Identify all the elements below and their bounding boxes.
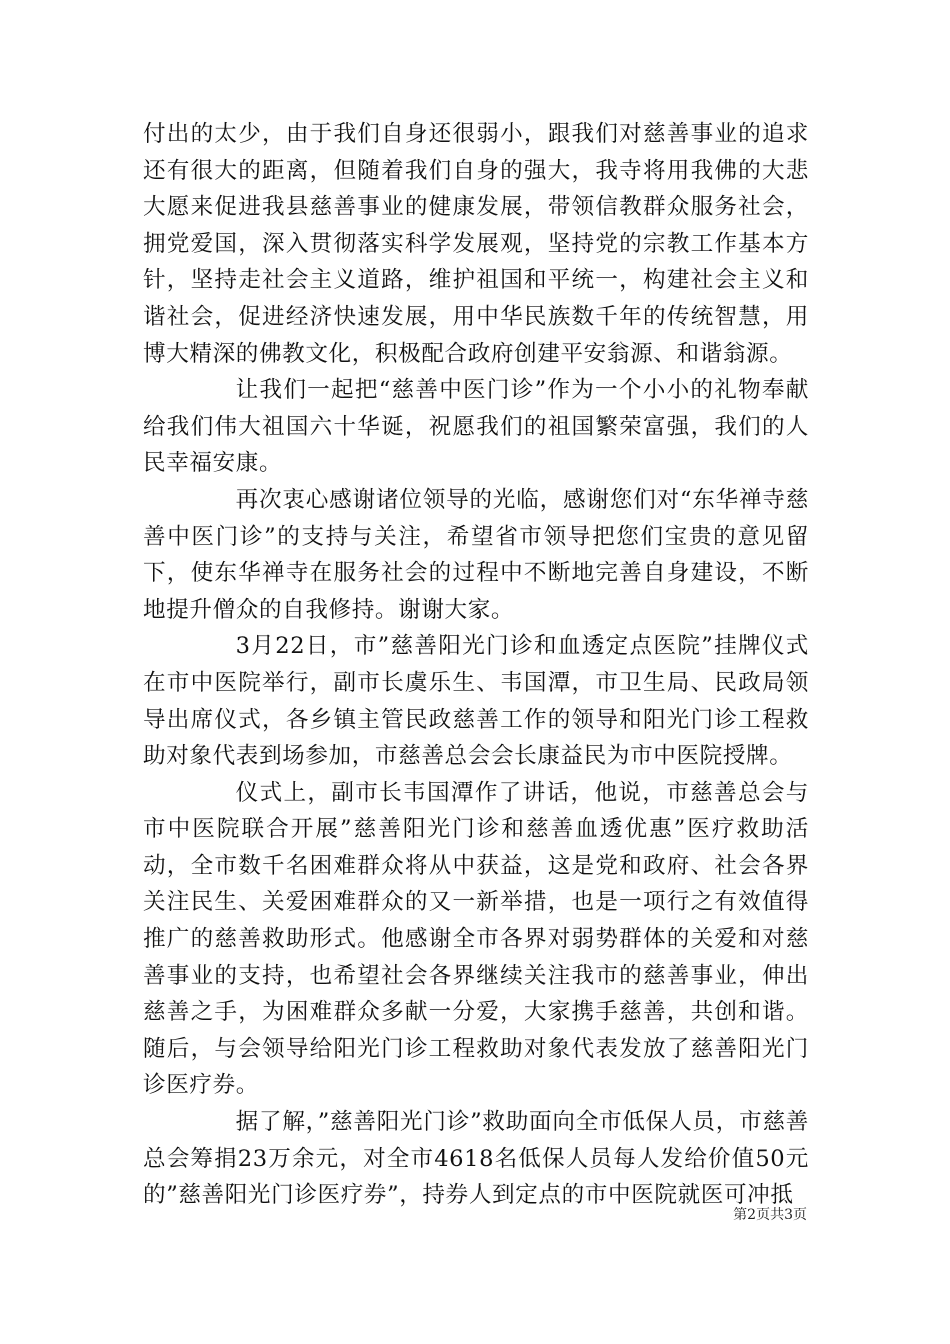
paragraph-speech: 仪式上，副市长韦国潭作了讲话，他说，市慈善总会与市中医院联合开展”慈善阳光门诊和慈善血透优惠”医疗救助活动，全市数千名困难群众将从中获益，这是党和政府、社会各界关注民生、关爱困难群众的又一新举措，也是一项行之有效值得推广的慈善救助形式。他感谢全市各界对弱势群体的关爱和对慈善事业的支持，也希望社会各界继续关注我市的慈善事业，伸出慈善之手，为困难群众多献一分爱，大家携手慈善，共创和谐。随后，与会领导给阳光门诊工程救助对象代表发放了慈善阳光门诊医疗券。 <box>143 779 809 1099</box>
paragraph-details: 据了解，”慈善阳光门诊”救助面向全市低保人员，市慈善总会筹捐23万余元，对全市4618名低保人员每人发给价值50元的”慈善阳光门诊医疗券”，持券人到定点的市中医院就医可冲抵 <box>143 1109 809 1209</box>
paragraph-ceremony: 3月22日，市”慈善阳光门诊和血透定点医院”挂牌仪式在市中医院举行，副市长虞乐生、韦国潭，市卫生局、民政局领导出席仪式，各乡镇主管民政慈善工作的领导和阳光门诊工程救助对象代表到场参加，市慈善总会会长康益民为市中医院授牌。 <box>143 633 809 770</box>
page-number-footer: 第2页共3页 <box>733 1207 807 1223</box>
paragraph-thanks: 再次衷心感谢诸位领导的光临，感谢您们对“东华禅寺慈善中医门诊”的支持与关注，希望省市领导把您们宝贵的意见留下，使东华禅寺在服务社会的过程中不断地完善自身建设，不断地提升僧众的自我修持。谢谢大家。 <box>143 486 809 623</box>
document-body <box>143 116 809 1214</box>
paragraph-gift: 让我们一起把“慈善中医门诊”作为一个小小的礼物奉献给我们伟大祖国六十华诞，祝愿我们的祖国繁荣富强，我们的人民幸福安康。 <box>143 377 809 477</box>
paragraph-continued: 付出的太少，由于我们自身还很弱小，跟我们对慈善事业的追求还有很大的距离，但随着我们自身的强大，我寺将用我佛的大悲大愿来促进我县慈善事业的健康发展，带领信教群众服务社会，拥党爱国，深入贯彻落实科学发展观，坚持党的宗教工作基本方针，坚持走社会主义道路，维护祖国和平统一，构建社会主义和谐社会，促进经济快速发展，用中华民族数千年的传统智慧，用博大精深的佛教文化，积极配合政府创建平安翁源、和谐翁源。 <box>143 121 809 367</box>
